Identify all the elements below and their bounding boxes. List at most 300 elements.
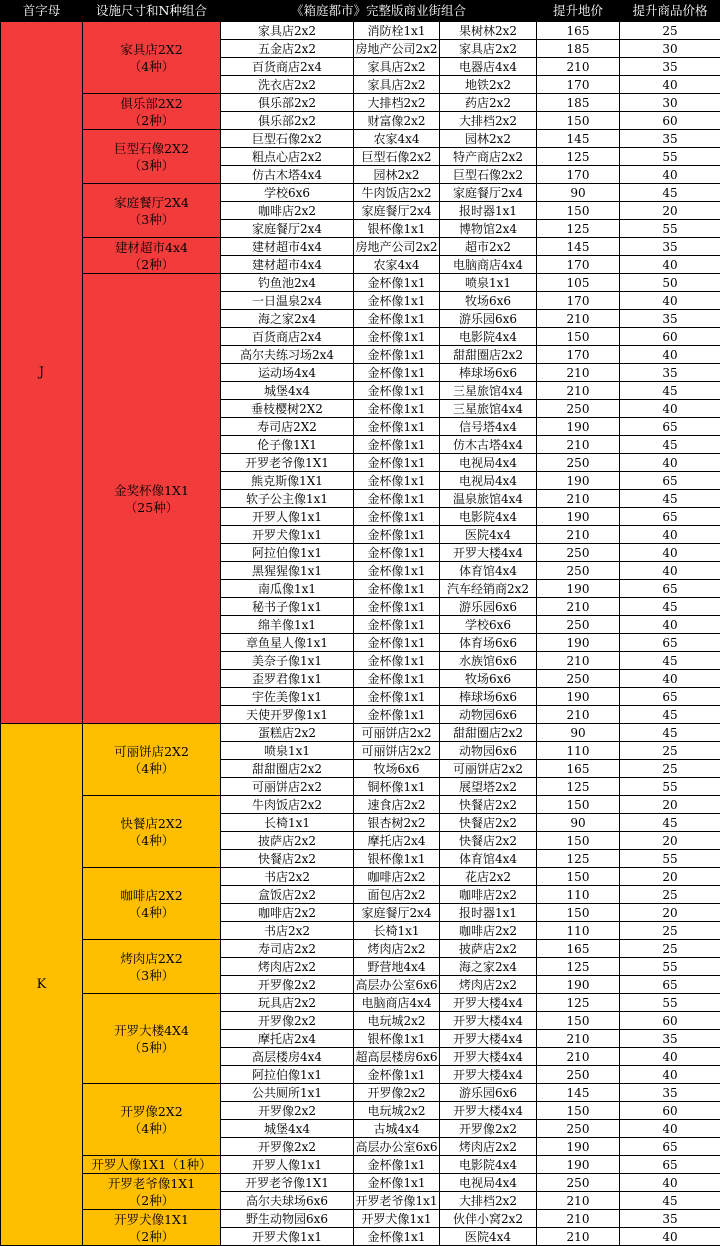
combo-item-2: 金杯像1x1 xyxy=(354,400,440,418)
land-price: 210 xyxy=(537,436,620,454)
land-price: 210 xyxy=(537,706,620,724)
combo-item-1: 城堡4x4 xyxy=(221,1120,354,1138)
combo-item-1: 开罗犬像1x1 xyxy=(221,526,354,544)
combo-item-3: 海之家2x4 xyxy=(440,958,537,976)
land-price: 110 xyxy=(537,886,620,904)
goods-price: 45 xyxy=(620,382,720,400)
combo-item-2: 金杯像1x1 xyxy=(354,706,440,724)
combo-item-2: 金杯像1x1 xyxy=(354,652,440,670)
goods-price: 60 xyxy=(620,1102,720,1120)
facility-cell xyxy=(83,1084,221,1156)
table-row xyxy=(1,22,720,40)
combo-item-3: 三星旅馆4x4 xyxy=(440,400,537,418)
combo-item-2: 摩托店2x4 xyxy=(354,832,440,850)
combo-item-2: 家具店2x2 xyxy=(354,76,440,94)
facility-cell xyxy=(83,1174,221,1210)
combo-item-2: 金杯像1x1 xyxy=(354,580,440,598)
facility-count: （2种） xyxy=(83,112,220,129)
combo-item-2: 金杯像1x1 xyxy=(354,544,440,562)
page-title: 《箱庭都市》完整版商业街组合 xyxy=(221,1,537,22)
table-body xyxy=(1,22,720,1246)
goods-price: 40 xyxy=(620,670,720,688)
combo-item-2: 可丽饼店2x2 xyxy=(354,742,440,760)
facility-name: 开罗像2X2 xyxy=(83,1103,220,1120)
facility-count: （4种） xyxy=(83,832,220,849)
combo-item-1: 开罗人像1x1 xyxy=(221,1156,354,1174)
goods-price: 65 xyxy=(620,580,720,598)
combo-item-3: 快餐店2x2 xyxy=(440,796,537,814)
header-goods: 提升商品价格 xyxy=(620,1,720,22)
combo-item-3: 果树林2x2 xyxy=(440,22,537,40)
combo-item-3: 体育场6x6 xyxy=(440,634,537,652)
facility-cell xyxy=(83,868,221,940)
goods-price: 60 xyxy=(620,328,720,346)
header-facility: 设施尺寸和N种组合 xyxy=(83,1,221,22)
facility-count: （3种） xyxy=(83,211,220,228)
combo-item-2: 金杯像1x1 xyxy=(354,616,440,634)
combo-item-1: 可丽饼店2x2 xyxy=(221,778,354,796)
combo-item-2: 金杯像1x1 xyxy=(354,328,440,346)
combo-item-3: 电视局4x4 xyxy=(440,472,537,490)
facility-cell xyxy=(83,238,221,274)
combo-item-1: 咖啡店2x2 xyxy=(221,202,354,220)
combo-item-3: 甜甜圈店2x2 xyxy=(440,724,537,742)
combo-item-1: 喷泉1x1 xyxy=(221,742,354,760)
goods-price: 40 xyxy=(620,1048,720,1066)
facility-cell xyxy=(83,22,221,94)
combo-item-2: 银杯像1x1 xyxy=(354,850,440,868)
combo-item-1: 粗点心店2x2 xyxy=(221,148,354,166)
combo-item-1: 软子公主像1x1 xyxy=(221,490,354,508)
combo-item-3: 大排档2x2 xyxy=(440,112,537,130)
combo-item-2: 消防栓1x1 xyxy=(354,22,440,40)
land-price: 150 xyxy=(537,904,620,922)
land-price: 210 xyxy=(537,490,620,508)
combo-item-1: 牛肉饭店2x2 xyxy=(221,796,354,814)
combo-item-3: 开罗大楼4x4 xyxy=(440,1012,537,1030)
combo-item-1: 家具店2x2 xyxy=(221,22,354,40)
land-price: 250 xyxy=(537,544,620,562)
goods-price: 40 xyxy=(620,544,720,562)
letter-cell: K xyxy=(1,724,83,1246)
goods-price: 45 xyxy=(620,1192,720,1210)
combo-item-2: 金杯像1x1 xyxy=(354,436,440,454)
combo-item-2: 金杯像1x1 xyxy=(354,1066,440,1084)
combo-item-3: 学校6x6 xyxy=(440,616,537,634)
goods-price: 55 xyxy=(620,778,720,796)
land-price: 170 xyxy=(537,292,620,310)
facility-name: 建材超市4x4 xyxy=(83,239,220,256)
combo-item-3: 电影院4x4 xyxy=(440,508,537,526)
combo-item-1: 开罗像2x2 xyxy=(221,1012,354,1030)
combo-item-1: 寿司店2x2 xyxy=(221,940,354,958)
combo-item-1: 高尔夫球场6x6 xyxy=(221,1192,354,1210)
combo-item-2: 金杯像1x1 xyxy=(354,274,440,292)
combo-item-3: 大排档2x2 xyxy=(440,1192,537,1210)
goods-price: 65 xyxy=(620,976,720,994)
facility-count: （3种） xyxy=(83,967,220,984)
combo-item-1: 寿司店2X2 xyxy=(221,418,354,436)
combo-item-1: 阿拉伯像1x1 xyxy=(221,1066,354,1084)
combo-item-1: 章鱼星人像1x1 xyxy=(221,634,354,652)
land-price: 165 xyxy=(537,760,620,778)
combo-item-2: 铜杯像1x1 xyxy=(354,778,440,796)
table-row xyxy=(1,940,720,958)
goods-price: 30 xyxy=(620,40,720,58)
goods-price: 25 xyxy=(620,742,720,760)
combo-item-3: 游乐园6x6 xyxy=(440,598,537,616)
goods-price: 40 xyxy=(620,292,720,310)
combo-item-3: 披萨店2x2 xyxy=(440,940,537,958)
combo-item-1: 甜甜圈店2x2 xyxy=(221,760,354,778)
goods-price: 65 xyxy=(620,508,720,526)
combo-item-1: 蛋糕店2x2 xyxy=(221,724,354,742)
land-price: 110 xyxy=(537,922,620,940)
table-row xyxy=(1,994,720,1012)
combo-item-3: 快餐店2x2 xyxy=(440,832,537,850)
facility-name: 家具店2X2 xyxy=(83,41,220,58)
combo-item-1: 建材超市4x4 xyxy=(221,256,354,274)
combo-item-2: 牧场6x6 xyxy=(354,760,440,778)
combo-item-3: 伙伴小窝2x2 xyxy=(440,1210,537,1228)
goods-price: 45 xyxy=(620,814,720,832)
goods-price: 40 xyxy=(620,526,720,544)
goods-price: 20 xyxy=(620,904,720,922)
combo-item-1: 开罗老爷像1X1 xyxy=(221,454,354,472)
land-price: 190 xyxy=(537,976,620,994)
facility-cell xyxy=(83,130,221,184)
combo-item-2: 大排档2x2 xyxy=(354,94,440,112)
combo-item-2: 金杯像1x1 xyxy=(354,508,440,526)
combo-item-3: 开罗大楼4x4 xyxy=(440,1102,537,1120)
facility-name: 可丽饼店2X2 xyxy=(83,743,220,760)
land-price: 150 xyxy=(537,1012,620,1030)
goods-price: 20 xyxy=(620,832,720,850)
land-price: 150 xyxy=(537,832,620,850)
table-row xyxy=(1,724,720,742)
goods-price: 40 xyxy=(620,256,720,274)
combo-item-3: 咖啡店2x2 xyxy=(440,886,537,904)
land-price: 170 xyxy=(537,256,620,274)
facility-count: （4种） xyxy=(83,760,220,777)
combo-item-2: 房地产公司2x2 xyxy=(354,238,440,256)
land-price: 150 xyxy=(537,868,620,886)
goods-price: 35 xyxy=(620,1210,720,1228)
land-price: 250 xyxy=(537,1066,620,1084)
goods-price: 55 xyxy=(620,958,720,976)
combo-item-3: 电影院4x4 xyxy=(440,1156,537,1174)
table-row xyxy=(1,94,720,112)
combo-item-3: 地铁2x2 xyxy=(440,76,537,94)
combo-item-2: 金杯像1x1 xyxy=(354,490,440,508)
combo-item-1: 伦子像1X1 xyxy=(221,436,354,454)
combo-item-1: 熊克斯像1X1 xyxy=(221,472,354,490)
goods-price: 60 xyxy=(620,112,720,130)
land-price: 190 xyxy=(537,472,620,490)
combo-item-3: 巨型石像2x2 xyxy=(440,166,537,184)
facility-name: 巨型石像2X2 xyxy=(83,140,220,157)
combo-item-3: 三星旅馆4x4 xyxy=(440,382,537,400)
combo-item-3: 体育馆4x4 xyxy=(440,850,537,868)
goods-price: 65 xyxy=(620,418,720,436)
table-row xyxy=(1,130,720,148)
land-price: 125 xyxy=(537,958,620,976)
combo-item-2: 财富像2x2 xyxy=(354,112,440,130)
goods-price: 40 xyxy=(620,1174,720,1192)
combo-item-3: 电影院4x4 xyxy=(440,328,537,346)
goods-price: 25 xyxy=(620,940,720,958)
goods-price: 55 xyxy=(620,220,720,238)
combo-item-2: 野营地4x4 xyxy=(354,958,440,976)
combo-item-2: 金杯像1x1 xyxy=(354,598,440,616)
combo-item-3: 电视局4x4 xyxy=(440,1174,537,1192)
combo-item-1: 海之家2x4 xyxy=(221,310,354,328)
combo-item-2: 金杯像1x1 xyxy=(354,1156,440,1174)
combo-item-2: 金杯像1x1 xyxy=(354,1228,440,1246)
goods-price: 65 xyxy=(620,634,720,652)
facility-count: （5种） xyxy=(83,1039,220,1056)
combo-item-3: 家具店2x2 xyxy=(440,40,537,58)
combo-item-1: 学校6x6 xyxy=(221,184,354,202)
header-row xyxy=(1,1,720,22)
land-price: 125 xyxy=(537,994,620,1012)
combo-item-1: 公共厕所1x1 xyxy=(221,1084,354,1102)
combo-item-3: 甜甜圈店2x2 xyxy=(440,346,537,364)
goods-price: 20 xyxy=(620,796,720,814)
goods-price: 25 xyxy=(620,922,720,940)
land-price: 145 xyxy=(537,130,620,148)
combo-item-1: 绵羊像1x1 xyxy=(221,616,354,634)
facility-count: （4种） xyxy=(83,1120,220,1137)
land-price: 190 xyxy=(537,508,620,526)
goods-price: 35 xyxy=(620,58,720,76)
land-price: 190 xyxy=(537,418,620,436)
combo-item-1: 家庭餐厅2x4 xyxy=(221,220,354,238)
table-row xyxy=(1,238,720,256)
combo-item-2: 金杯像1x1 xyxy=(354,472,440,490)
land-price: 210 xyxy=(537,382,620,400)
combo-item-1: 长椅1x1 xyxy=(221,814,354,832)
land-price: 190 xyxy=(537,1138,620,1156)
combo-item-2: 电玩城2x2 xyxy=(354,1102,440,1120)
facility-cell xyxy=(83,994,221,1084)
land-price: 250 xyxy=(537,1174,620,1192)
combo-item-3: 花店2x2 xyxy=(440,868,537,886)
combo-item-3: 体育馆4x4 xyxy=(440,562,537,580)
combo-item-1: 盒饭店2x2 xyxy=(221,886,354,904)
combo-item-2: 面包店2x2 xyxy=(354,886,440,904)
goods-price: 55 xyxy=(620,850,720,868)
land-price: 125 xyxy=(537,148,620,166)
goods-price: 45 xyxy=(620,184,720,202)
combo-item-2: 园林2x2 xyxy=(354,166,440,184)
combo-item-1: 开罗人像1x1 xyxy=(221,508,354,526)
land-price: 145 xyxy=(537,1084,620,1102)
facility-cell xyxy=(83,1210,221,1246)
combo-item-2: 银杯像1x1 xyxy=(354,1030,440,1048)
combo-item-3: 棒球场6x6 xyxy=(440,688,537,706)
land-price: 170 xyxy=(537,346,620,364)
goods-price: 30 xyxy=(620,94,720,112)
combo-item-1: 仿古木塔4x4 xyxy=(221,166,354,184)
combo-item-3: 动物园6x6 xyxy=(440,706,537,724)
facility-count: （2种） xyxy=(83,1192,220,1209)
combo-item-2: 电脑商店4x4 xyxy=(354,994,440,1012)
land-price: 125 xyxy=(537,220,620,238)
combo-item-2: 开罗像2x2 xyxy=(354,1084,440,1102)
facility-count: （3种） xyxy=(83,157,220,174)
combo-item-1: 高尔夫练习场2x4 xyxy=(221,346,354,364)
combo-item-2: 速食店2x2 xyxy=(354,796,440,814)
facility-name: 快餐店2X2 xyxy=(83,815,220,832)
facility-name: 开罗大楼4X4 xyxy=(83,1022,220,1039)
combo-item-1: 城堡4x4 xyxy=(221,382,354,400)
combo-item-3: 汽车经销商2x2 xyxy=(440,580,537,598)
land-price: 190 xyxy=(537,688,620,706)
combo-item-2: 金杯像1x1 xyxy=(354,418,440,436)
combo-item-2: 农家4x4 xyxy=(354,130,440,148)
goods-price: 40 xyxy=(620,454,720,472)
land-price: 165 xyxy=(537,22,620,40)
combo-item-1: 高层楼房4x4 xyxy=(221,1048,354,1066)
facility-cell xyxy=(83,184,221,238)
table-row xyxy=(1,868,720,886)
combo-item-1: 洗衣店2x2 xyxy=(221,76,354,94)
combo-item-1: 俱乐部2x2 xyxy=(221,112,354,130)
goods-price: 40 xyxy=(620,400,720,418)
table-row xyxy=(1,1174,720,1192)
combo-item-2: 高层办公室6x6 xyxy=(354,976,440,994)
combo-item-3: 水族馆6x6 xyxy=(440,652,537,670)
goods-price: 50 xyxy=(620,274,720,292)
goods-price: 45 xyxy=(620,724,720,742)
combo-item-2: 超高层楼房6x6 xyxy=(354,1048,440,1066)
combo-item-2: 高层办公室6x6 xyxy=(354,1138,440,1156)
combo-item-2: 巨型石像2x2 xyxy=(354,148,440,166)
combo-item-3: 开罗大楼4x4 xyxy=(440,994,537,1012)
goods-price: 35 xyxy=(620,1030,720,1048)
combo-item-2: 银杯像1x1 xyxy=(354,220,440,238)
land-price: 125 xyxy=(537,778,620,796)
goods-price: 35 xyxy=(620,364,720,382)
combo-item-1: 一日温泉2x4 xyxy=(221,292,354,310)
combo-item-1: 南瓜像1x1 xyxy=(221,580,354,598)
combo-item-3: 烤肉店2x2 xyxy=(440,1138,537,1156)
combo-item-3: 报时器1x1 xyxy=(440,904,537,922)
facility-name: 开罗犬像1X1 xyxy=(83,1211,220,1228)
goods-price: 40 xyxy=(620,1228,720,1246)
combo-item-3: 咖啡店2x2 xyxy=(440,922,537,940)
combo-item-1: 开罗犬像1x1 xyxy=(221,1228,354,1246)
combo-item-1: 披萨店2x2 xyxy=(221,832,354,850)
facility-cell xyxy=(83,796,221,868)
table-row xyxy=(1,184,720,202)
goods-price: 60 xyxy=(620,1012,720,1030)
combo-item-2: 农家4x4 xyxy=(354,256,440,274)
combo-item-1: 开罗老爷像1X1 xyxy=(221,1174,354,1192)
goods-price: 55 xyxy=(620,994,720,1012)
combo-item-1: 烤肉店2x2 xyxy=(221,958,354,976)
combo-item-3: 温泉旅馆4x4 xyxy=(440,490,537,508)
goods-price: 45 xyxy=(620,436,720,454)
combo-item-1: 黑猩猩像1x1 xyxy=(221,562,354,580)
table-row xyxy=(1,796,720,814)
combo-item-1: 俱乐部2x2 xyxy=(221,94,354,112)
facility-name: 开罗人像1X1（1种） xyxy=(83,1156,220,1173)
facility-count: （4种） xyxy=(83,904,220,921)
combo-item-2: 烤肉店2x2 xyxy=(354,940,440,958)
combo-item-3: 动物园6x6 xyxy=(440,742,537,760)
facility-name: 金奖杯像1X1 xyxy=(83,482,220,499)
combo-item-2: 金杯像1x1 xyxy=(354,454,440,472)
land-price: 90 xyxy=(537,814,620,832)
table-row xyxy=(1,274,720,292)
facility-count: （2种） xyxy=(83,1228,220,1245)
land-price: 145 xyxy=(537,238,620,256)
combo-item-2: 金杯像1x1 xyxy=(354,670,440,688)
goods-price: 20 xyxy=(620,868,720,886)
facility-count: （2种） xyxy=(83,256,220,273)
land-price: 210 xyxy=(537,1210,620,1228)
combo-item-1: 美奈子像1x1 xyxy=(221,652,354,670)
goods-price: 20 xyxy=(620,202,720,220)
goods-price: 40 xyxy=(620,616,720,634)
goods-price: 35 xyxy=(620,1084,720,1102)
goods-price: 35 xyxy=(620,130,720,148)
combo-item-3: 药店2x2 xyxy=(440,94,537,112)
combo-item-1: 运动场4x4 xyxy=(221,364,354,382)
combo-item-1: 垂枝樱树2X2 xyxy=(221,400,354,418)
combo-item-3: 超市2x2 xyxy=(440,238,537,256)
table-row xyxy=(1,1084,720,1102)
facility-name: 家庭餐厅2X4 xyxy=(83,194,220,211)
land-price: 190 xyxy=(537,634,620,652)
combo-item-1: 天使开罗像1x1 xyxy=(221,706,354,724)
combo-item-1: 野生动物园6x6 xyxy=(221,1210,354,1228)
land-price: 150 xyxy=(537,202,620,220)
combo-item-1: 钓鱼池2x4 xyxy=(221,274,354,292)
combo-item-1: 百货商店2x4 xyxy=(221,328,354,346)
goods-price: 35 xyxy=(620,238,720,256)
facility-name: 烤肉店2X2 xyxy=(83,950,220,967)
land-price: 90 xyxy=(537,724,620,742)
combo-item-3: 开罗大楼4x4 xyxy=(440,544,537,562)
land-price: 250 xyxy=(537,1120,620,1138)
facility-name: 开罗老爷像1X1 xyxy=(83,1175,220,1192)
combo-item-2: 开罗老爷像1x1 xyxy=(354,1192,440,1210)
combo-item-3: 医院4x4 xyxy=(440,526,537,544)
combo-item-3: 开罗像2x2 xyxy=(440,1120,537,1138)
goods-price: 25 xyxy=(620,760,720,778)
combo-item-3: 牧场6x6 xyxy=(440,292,537,310)
combo-item-2: 银杏树2x2 xyxy=(354,814,440,832)
combo-item-3: 电视局4x4 xyxy=(440,454,537,472)
land-price: 250 xyxy=(537,400,620,418)
combo-item-1: 快餐店2x2 xyxy=(221,850,354,868)
combo-item-3: 开罗大楼4x4 xyxy=(440,1066,537,1084)
combo-item-1: 书店2x2 xyxy=(221,868,354,886)
facility-cell xyxy=(83,940,221,994)
land-price: 190 xyxy=(537,1156,620,1174)
combo-item-3: 棒球场6x6 xyxy=(440,364,537,382)
combo-item-2: 金杯像1x1 xyxy=(354,346,440,364)
goods-price: 45 xyxy=(620,652,720,670)
land-price: 150 xyxy=(537,112,620,130)
goods-price: 25 xyxy=(620,22,720,40)
combo-item-2: 牛肉饭店2x2 xyxy=(354,184,440,202)
combo-item-3: 游乐园6x6 xyxy=(440,1084,537,1102)
land-price: 125 xyxy=(537,850,620,868)
